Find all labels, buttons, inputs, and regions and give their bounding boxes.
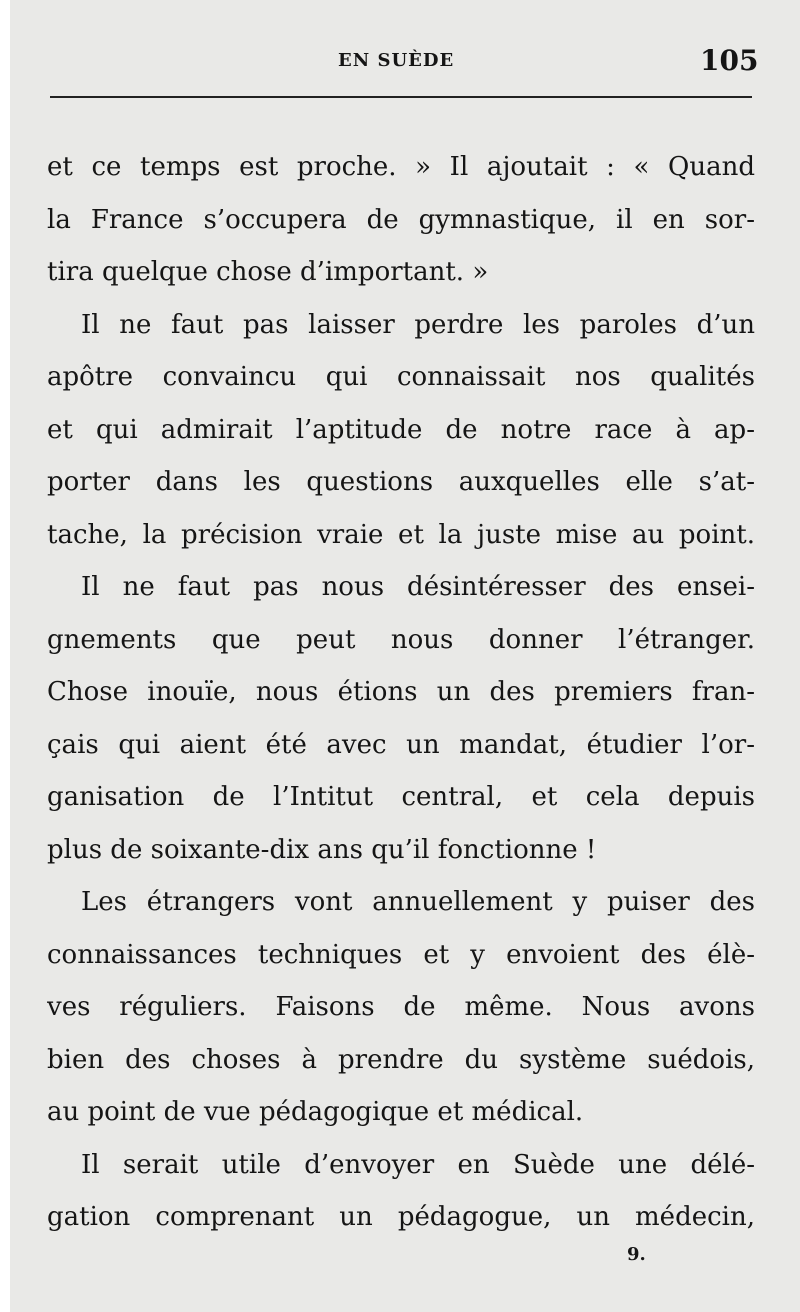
text-line: au point de vue pédagogique et médical. — [47, 1097, 584, 1127]
text-line: connaissances techniques et y envoient des élè- — [47, 939, 755, 970]
paragraph-start-line: Il ne faut pas nous désintéresser des ensei- — [81, 572, 755, 602]
page-margin-edge — [0, 0, 10, 1312]
text-line: çais qui aient été avec un mandat, étudier l’or- — [47, 729, 755, 760]
text-line: et ce temps est proche. » Il ajoutait : « Quand — [47, 152, 755, 182]
text-line: gnements que peut nous donner l’étranger. — [47, 624, 755, 655]
text-line: tache, la précision vraie et la juste mise au point. — [47, 519, 755, 550]
text-line: porter dans les questions auxquelles elle s’at- — [47, 467, 755, 497]
text-line: ganisation de l’Intitut central, et cela depuis — [47, 782, 755, 812]
text-line: la France s’occupera de gymnastique, il en sor- — [47, 204, 755, 235]
text-line: et qui admirait l’aptitude de notre race à ap- — [47, 414, 755, 445]
text-line: Chose inouïe, nous étions un des premiers fran- — [47, 677, 755, 707]
printer-signature-mark: 9. — [627, 1244, 646, 1265]
text-line: ves réguliers. Faisons de même. Nous avons — [47, 992, 755, 1022]
paragraph-start-line: Il serait utile d’envoyer en Suède une délé- — [81, 1149, 755, 1180]
paragraph-start-line: Il ne faut pas laisser perdre les paroles d’un — [81, 309, 755, 340]
paragraph-start-line: Les étrangers vont annuellement y puiser des — [81, 887, 755, 917]
body-text — [47, 141, 755, 1244]
text-line: tira quelque chose d’important. » — [47, 257, 489, 287]
text-line: gation comprenant un pédagogue, un médecin, — [47, 1202, 755, 1232]
text-line: bien des choses à prendre du système suédois, — [47, 1044, 755, 1075]
text-line: plus de soixante-dix ans qu’il fonctionne ! — [47, 834, 597, 865]
header-rule — [50, 96, 752, 98]
text-line: apôtre convaincu qui connaissait nos qualités — [47, 362, 755, 392]
page-header — [0, 44, 800, 80]
page-number: 105 — [700, 44, 759, 77]
running-head: EN SUÈDE — [338, 50, 455, 71]
